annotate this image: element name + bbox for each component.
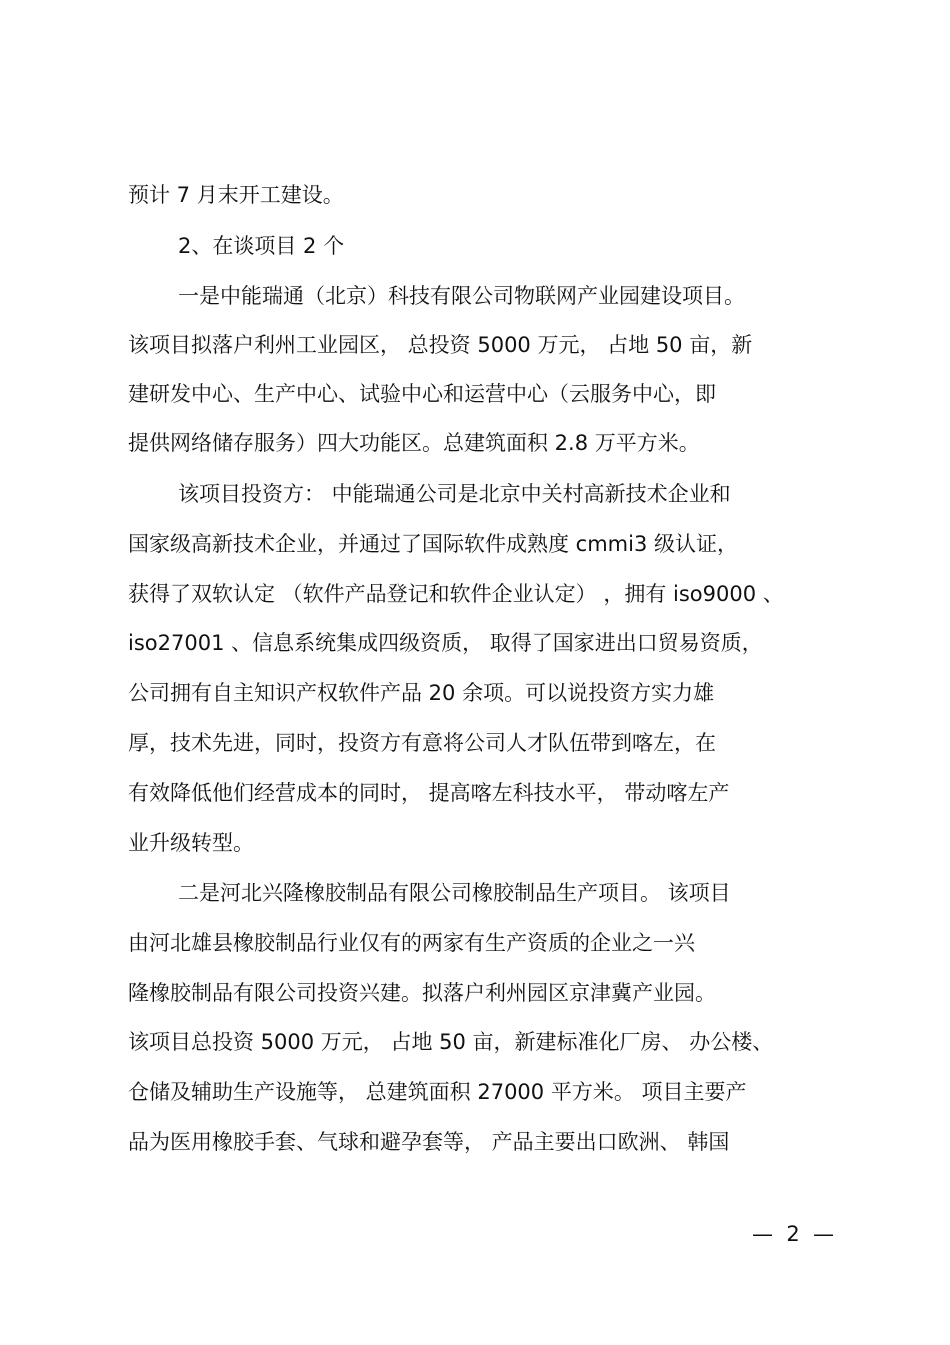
paragraph-line-1: 预计 7 月末开工建设。 xyxy=(128,183,344,207)
paragraph-line-20: 品为医用橡胶手套、气球和避孕套等， 产品主要出口欧洲、 韩国 xyxy=(128,1130,730,1154)
paragraph-line-6: 提供网络储存服务）四大功能区。总建筑面积 2.8 万平方米。 xyxy=(128,431,700,455)
page-number: — 2 — xyxy=(752,1222,835,1246)
paragraph-line-3: 一是中能瑞通（北京）科技有限公司物联网产业园建设项目。 xyxy=(178,284,745,308)
paragraph-line-8: 国家级高新技术企业，并通过了国际软件成熟度 cmmi3 级认证， xyxy=(128,532,739,556)
paragraph-line-13: 有效降低他们经营成本的同时， 提高喀左科技水平， 带动喀左产 xyxy=(128,781,730,805)
paragraph-line-15: 二是河北兴隆橡胶制品有限公司橡胶制品生产项目。 该项目 xyxy=(178,881,731,905)
paragraph-line-17: 隆橡胶制品有限公司投资兴建。拟落户利州园区京津冀产业园。 xyxy=(128,981,716,1005)
paragraph-line-16: 由河北雄县橡胶制品行业仅有的两家有生产资质的企业之一兴 xyxy=(128,931,695,955)
paragraph-line-4: 该项目拟落户利州工业园区， 总投资 5000 万元， 占地 50 亩，新 xyxy=(128,333,753,357)
section-heading: 2、在谈项目 2 个 xyxy=(178,234,345,258)
paragraph-line-11: 公司拥有自主知识产权软件产品 20 余项。可以说投资方实力雄 xyxy=(128,681,715,705)
paragraph-line-19: 仓储及辅助生产设施等， 总建筑面积 27000 平方米。 项目主要产 xyxy=(128,1080,747,1104)
paragraph-line-12: 厚，技术先进，同时，投资方有意将公司人才队伍带到喀左，在 xyxy=(128,731,716,755)
paragraph-line-10: iso27001 、信息系统集成四级资质， 取得了国家进出口贸易资质， xyxy=(128,631,763,655)
paragraph-line-18: 该项目总投资 5000 万元， 占地 50 亩，新建标准化厂房、 办公楼、 xyxy=(128,1030,774,1054)
paragraph-line-5: 建研发中心、生产中心、试验中心和运营中心（云服务中心，即 xyxy=(128,382,716,406)
paragraph-line-14: 业升级转型。 xyxy=(128,831,254,855)
paragraph-line-9: 获得了双软认定 （软件产品登记和软件企业认定） ，拥有 iso9000 、 xyxy=(128,582,784,606)
paragraph-line-7: 该项目投资方： 中能瑞通公司是北京中关村高新技术企业和 xyxy=(178,482,731,506)
